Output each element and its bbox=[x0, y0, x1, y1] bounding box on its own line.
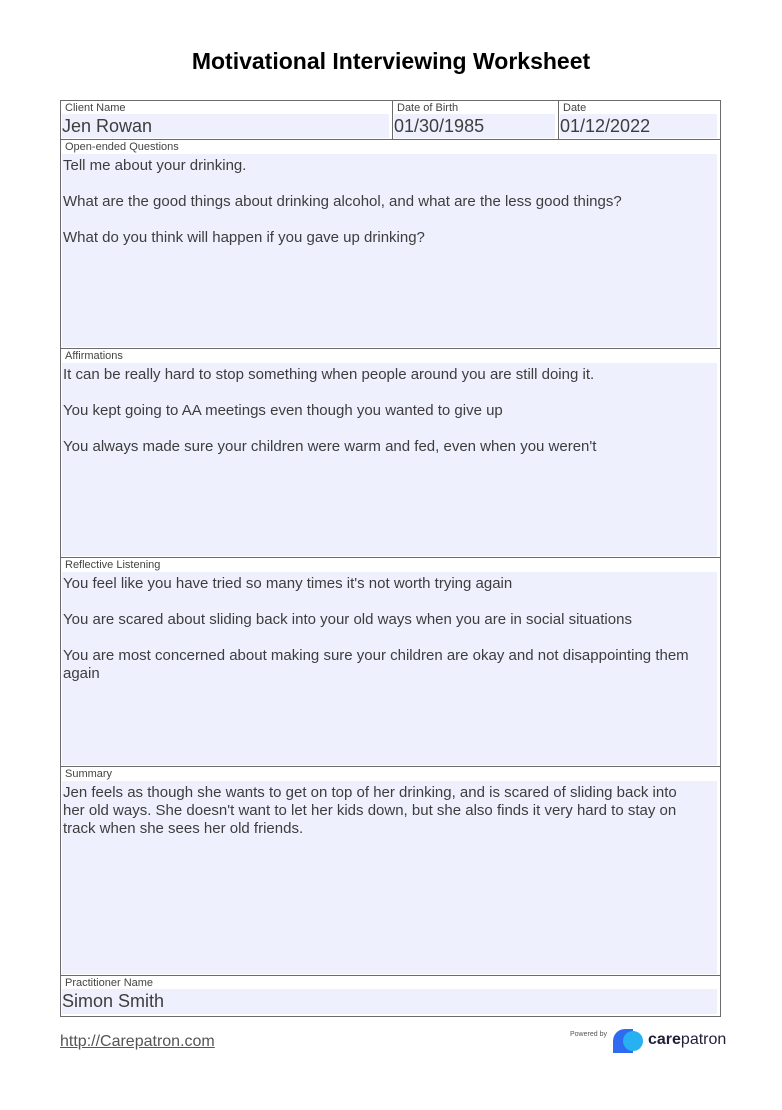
client-name-label: Client Name bbox=[65, 102, 126, 114]
reflective-line: You feel like you have tried so many times it's not worth trying again bbox=[63, 575, 513, 592]
open-ended-line: Tell me about your drinking. bbox=[63, 157, 247, 174]
powered-by-text: Powered by bbox=[570, 1031, 607, 1038]
open-ended-section bbox=[61, 140, 720, 349]
affirmations-label: Affirmations bbox=[65, 350, 123, 362]
carepatron-wordmark bbox=[648, 1031, 726, 1049]
date-cell bbox=[558, 101, 720, 139]
reflective-section bbox=[61, 558, 720, 767]
open-ended-line: What do you think will happen if you gave up drinking? bbox=[63, 229, 425, 246]
reflective-label: Reflective Listening bbox=[65, 559, 161, 571]
dob-label: Date of Birth bbox=[397, 102, 459, 114]
client-info-row bbox=[61, 101, 720, 140]
brand-bold: care bbox=[648, 1031, 681, 1048]
practitioner-label: Practitioner Name bbox=[65, 977, 154, 989]
summary-section bbox=[61, 767, 720, 976]
dob-value: 01/30/1985 bbox=[394, 116, 485, 136]
brand-rest: patron bbox=[680, 1031, 727, 1048]
affirmations-line: You kept going to AA meetings even though you wanted to give up bbox=[63, 402, 503, 419]
affirmations-section bbox=[61, 349, 720, 558]
affirmations-line: You always made sure your children were warm and fed, even when you weren't bbox=[63, 438, 597, 455]
worksheet-form bbox=[60, 100, 721, 1017]
reflective-line: You are most concerned about making sure your children are okay and not disappointing them again bbox=[63, 647, 689, 682]
practitioner-value: Simon Smith bbox=[62, 991, 165, 1011]
reflective-line: You are scared about sliding back into your old ways when you are in social situations bbox=[63, 611, 632, 628]
client-name-cell bbox=[61, 101, 392, 139]
client-name-value: Jen Rowan bbox=[62, 116, 153, 136]
practitioner-row bbox=[61, 976, 720, 1016]
open-ended-label: Open-ended Questions bbox=[65, 141, 179, 153]
summary-label: Summary bbox=[65, 768, 113, 780]
date-value: 01/12/2022 bbox=[560, 116, 651, 136]
carepatron-link[interactable]: http://Carepatron.com bbox=[60, 1033, 215, 1050]
page-title: Motivational Interviewing Worksheet bbox=[191, 48, 591, 74]
dob-cell bbox=[392, 101, 558, 139]
date-label: Date bbox=[563, 102, 587, 114]
summary-text: Jen feels as though she wants to get on top of her drinking, and is scared of sliding back into her old ways. She doesn't want to let her kids down, but she also finds it very hard to stay on track when she sees her old friends. bbox=[63, 784, 677, 837]
affirmations-line: It can be really hard to stop something when people around you are still doing it. bbox=[63, 366, 595, 383]
carepatron-logo-icon bbox=[613, 1029, 645, 1053]
powered-by-brand[interactable] bbox=[570, 1027, 730, 1057]
open-ended-line: What are the good things about drinking alcohol, and what are the less good things? bbox=[63, 193, 622, 210]
